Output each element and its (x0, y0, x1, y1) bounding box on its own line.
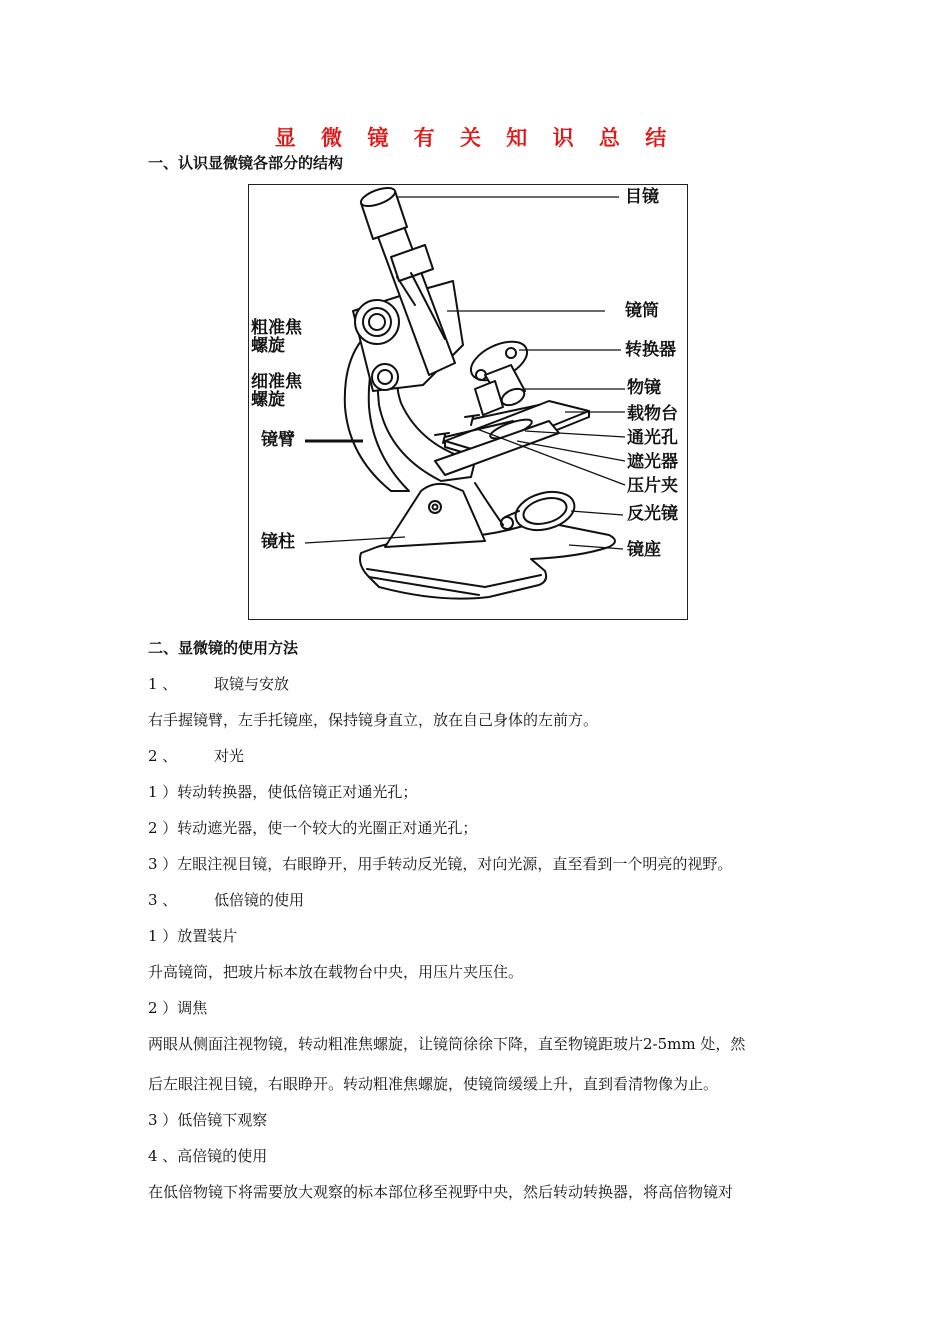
line-text: 两眼从侧面注视物镜，转动粗准焦螺旋，让镜筒徐徐下降，直至物镜距玻片2-5mm 处，然 (148, 1035, 746, 1053)
text-line (148, 1145, 267, 1166)
line-text: 1 ）放置装片 (148, 927, 238, 945)
page-title: 显 微 镜 有 关 知 识 总 结 (274, 125, 676, 150)
label-tube: 镜筒 (625, 301, 659, 321)
line-text: 2 ）调焦 (148, 999, 208, 1017)
text-line (148, 1109, 267, 1130)
text-line (148, 673, 289, 694)
line-text: 3 ）低倍镜下观察 (148, 1111, 268, 1129)
section-heading-usage: 二、显微镜的使用方法 (148, 639, 299, 657)
microscope-figure (248, 184, 688, 620)
microscope-drawing (249, 185, 687, 619)
label-mirror: 反光镜 (627, 504, 678, 524)
label-base: 镜座 (627, 540, 661, 560)
line-text: 在低倍物镜下将需要放大观察的标本部位移至视野中央，然后转动转换器，将高倍物镜对 (148, 1183, 734, 1201)
text-line (148, 1073, 718, 1094)
text-line (148, 1033, 745, 1054)
text-line (148, 853, 732, 874)
text-line (148, 709, 598, 730)
text-line (148, 997, 207, 1018)
label-fine-focus-1: 细准焦 (251, 372, 302, 392)
text-line (148, 925, 237, 946)
label-arm: 镜臂 (261, 430, 295, 450)
text-line (148, 961, 523, 982)
label-objective: 物镜 (627, 378, 661, 398)
text-line (148, 1181, 733, 1202)
item-number: 3 、 (148, 891, 178, 909)
section-heading-structure: 一、认识显微镜各部分的结构 (148, 154, 344, 172)
item-number: 2 、 (148, 747, 178, 765)
text-line (148, 745, 244, 766)
line-text: 后左眼注视目镜，右眼睁开。转动粗准焦螺旋，使镜筒缓缓上升，直到看清物像为止。 (148, 1075, 719, 1093)
text-line (148, 781, 417, 802)
label-nosepiece: 转换器 (625, 340, 676, 360)
label-coarse-focus-2: 螺旋 (251, 336, 285, 356)
label-clip: 压片夹 (627, 476, 678, 496)
line-text: 4 、高倍镜的使用 (148, 1147, 268, 1165)
label-aperture: 通光孔 (627, 428, 678, 448)
line-text: 1 ）转动转换器，使低倍镜正对通光孔； (148, 783, 418, 801)
text-line (148, 889, 304, 910)
line-text: 对光 (214, 747, 245, 765)
line-text: 取镜与安放 (214, 675, 290, 693)
label-diaphragm: 遮光器 (627, 452, 678, 472)
line-text: 2 ）转动遮光器，使一个较大的光圈正对通光孔； (148, 819, 478, 837)
label-pillar: 镜柱 (261, 532, 295, 552)
label-stage: 载物台 (627, 404, 678, 424)
line-text: 3 ）左眼注视目镜，右眼睁开，用手转动反光镜，对向光源，直至看到一个明亮的视野。 (148, 855, 733, 873)
label-coarse-focus-1: 粗准焦 (251, 318, 302, 338)
line-text: 低倍镜的使用 (214, 891, 305, 909)
item-number: 1 、 (148, 675, 178, 693)
line-text: 右手握镜臂，左手托镜座，保持镜身直立，放在自己身体的左前方。 (148, 711, 599, 729)
label-fine-focus-2: 螺旋 (251, 390, 285, 410)
text-line (148, 817, 477, 838)
label-eyepiece: 目镜 (625, 187, 659, 207)
line-text: 升高镜筒，把玻片标本放在载物台中央，用压片夹压住。 (148, 963, 524, 981)
